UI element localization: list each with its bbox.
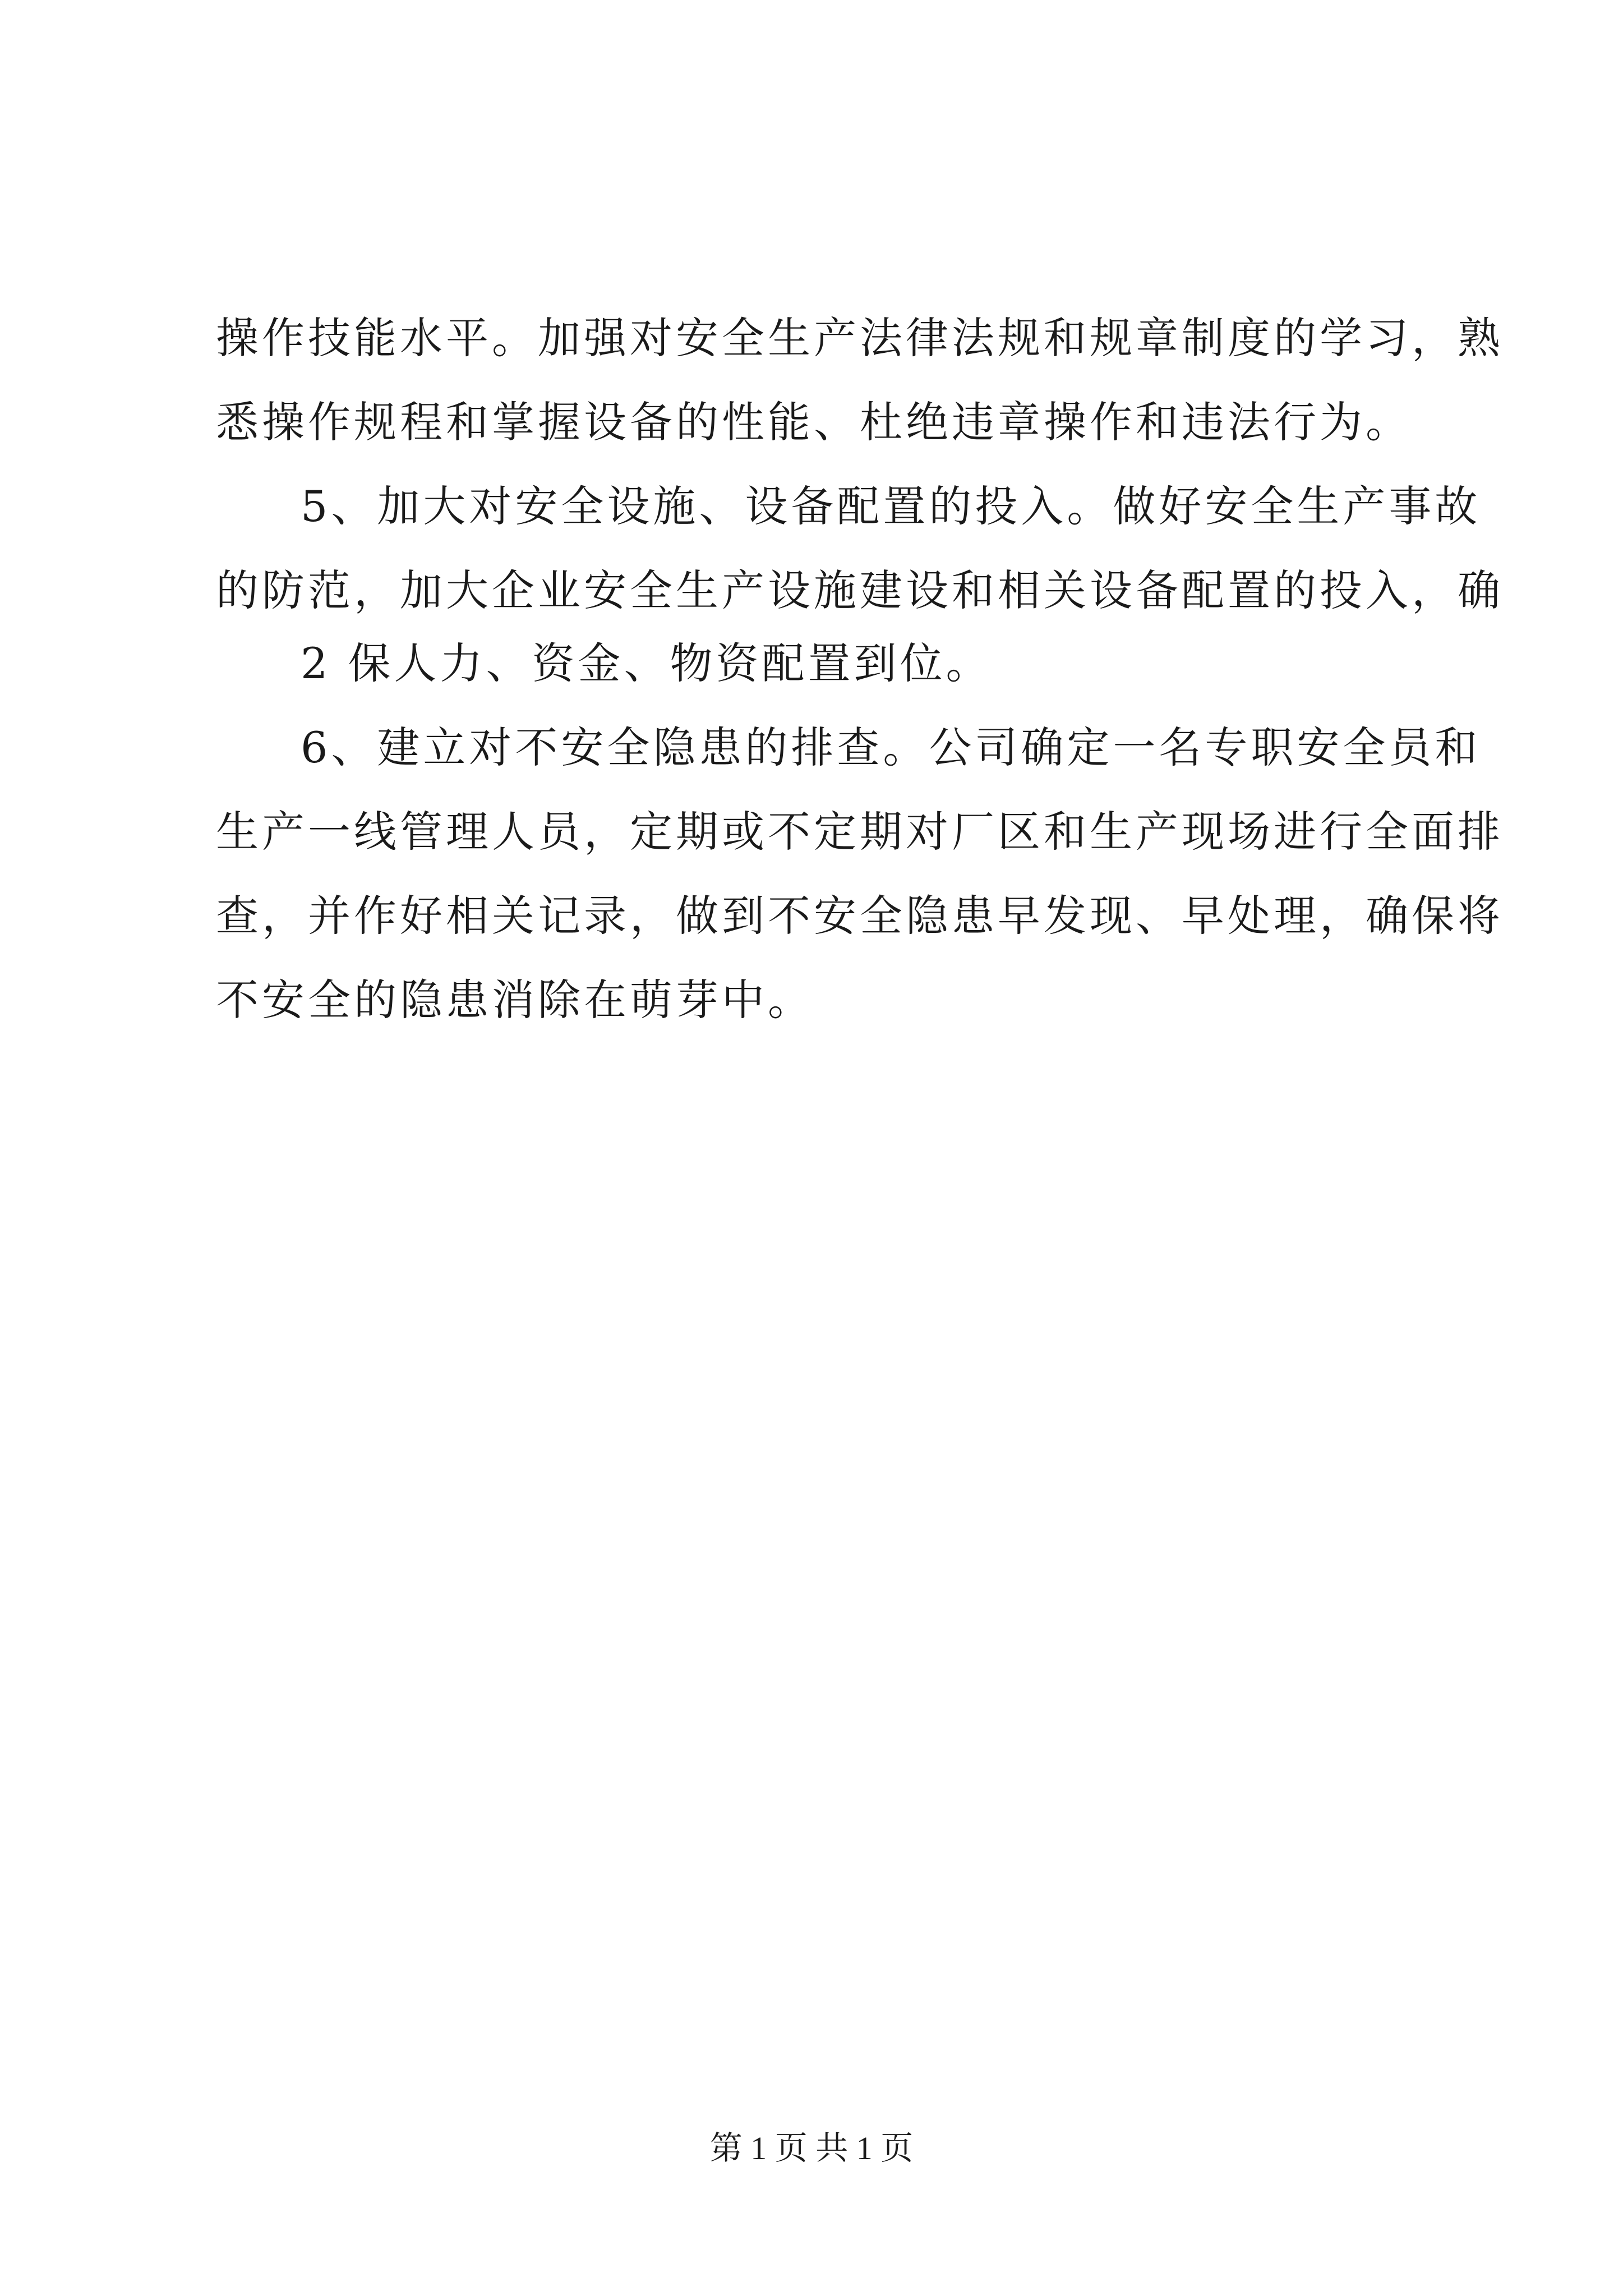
paragraph-line: 生产一线管理人员，定期或不定期对厂区和生产现场进行全面排 — [216, 807, 1504, 857]
paragraph-line: 的防范，加大企业安全生产设施建设和相关设备配置的投入，确 — [216, 565, 1504, 615]
paragraph-line: 6、建立对不安全隐患的排查。公司确定一名专职安全员和 — [301, 723, 1481, 772]
paragraph-line: 不安全的隐患消除在萌芽中。 — [216, 975, 814, 1025]
paragraph-line: 查，并作好相关记录，做到不安全隐患早发现、早处理，确保将 — [216, 891, 1504, 941]
paragraph-line: 悉操作规程和掌握设备的性能、杜绝违章操作和违法行为。 — [216, 397, 1412, 447]
page-footer: 第 1 页 共 1 页 — [709, 2130, 914, 2166]
paragraph-line: 操作技能水平。加强对安全生产法律法规和规章制度的学习，熟 — [216, 313, 1504, 363]
paragraph-line: 2 保人力、资金、物资配置到位。 — [301, 638, 992, 688]
paragraph-line: 5、加大对安全设施、设备配置的投入。做好安全生产事故 — [301, 481, 1481, 531]
